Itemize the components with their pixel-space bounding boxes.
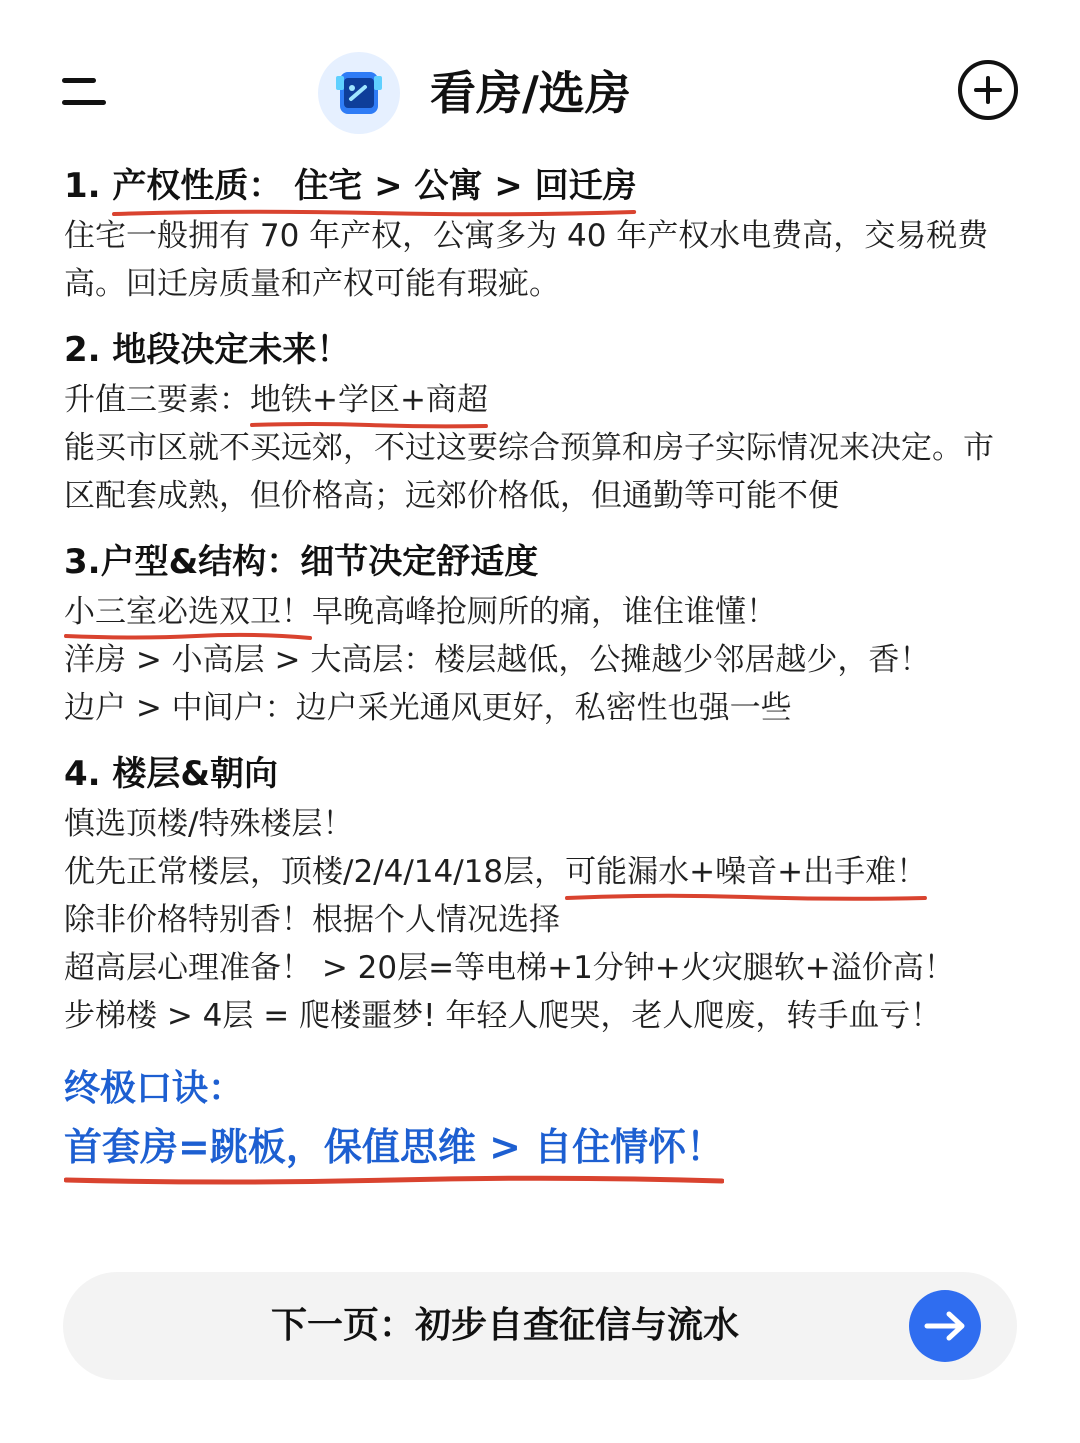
section-2-line-a-underlined: 地铁+学区+商超 <box>250 382 488 418</box>
final-motto-text-wrap <box>64 1118 724 1176</box>
menu-line-top <box>62 78 96 83</box>
header <box>0 40 1080 144</box>
section-2 <box>64 324 1024 520</box>
section-1-text: 住宅一般拥有 70 年产权，公寓多为 40 年产权水电费高，交易税费高。回迁房质量和产权可能有瑕疵。 <box>64 218 989 302</box>
section-4-line-b-underlined-wrap <box>565 848 927 896</box>
section-3-line-b: 洋房 > 小高层 > 大高层：楼层越低，公摊越少邻居越少，香！ <box>64 642 931 678</box>
section-2-line-a-prefix: 升值三要素： <box>64 382 250 418</box>
section-2-title: 2. 地段决定未来！ <box>64 330 351 370</box>
section-4-line-e: 步梯楼 > 4层 = 爬楼噩梦! 年轻人爬哭，老人爬废，转手血亏！ <box>64 998 942 1034</box>
section-4-line-d: 超高层心理准备！ > 20层=等电梯+1分钟+火灾腿软+溢价高！ <box>64 950 955 986</box>
section-4 <box>64 748 1024 1040</box>
section-1-title-text: 产权性质： 住宅 > 公寓 > 回迁房 <box>112 166 637 206</box>
section-1-title <box>64 160 637 212</box>
section-1-title-underlined <box>112 160 636 212</box>
section-3-title: 3.户型&结构：细节决定舒适度 <box>64 542 539 582</box>
app-logo-icon <box>318 52 400 134</box>
page-title: 看房/选房 <box>430 66 631 120</box>
section-3-line-a-underlined: 小三室必选双卫！ <box>64 594 312 630</box>
menu-icon[interactable] <box>60 72 110 112</box>
final-motto <box>64 1060 1024 1176</box>
section-2-line-a-underlined-wrap <box>250 376 488 424</box>
section-2-line-a <box>64 376 1024 424</box>
section-3-line-c: 边户 > 中间户：边户采光通风更好，私密性也强一些 <box>64 690 792 726</box>
section-1-title-num: 1. <box>64 166 113 206</box>
menu-line-bottom <box>62 100 106 105</box>
final-motto-text: 首套房=跳板，保值思维 > 自住情怀！ <box>64 1125 725 1169</box>
section-1 <box>64 160 1024 308</box>
section-4-line-a: 慎选顶楼/特殊楼层！ <box>64 806 354 842</box>
section-4-line-b <box>64 848 1024 896</box>
section-4-title: 4. 楼层&朝向 <box>64 754 279 794</box>
next-page-label: 下一页：初步自查征信与流水 <box>270 1305 739 1346</box>
section-4-line-b-underlined: 可能漏水+噪音+出手难！ <box>565 854 928 890</box>
next-page-button[interactable] <box>63 1272 1017 1380</box>
section-4-line-b-prefix: 优先正常楼层，顶楼/2/4/14/18层， <box>64 854 566 890</box>
section-3-line-a <box>64 588 1024 636</box>
arrow-right-icon[interactable] <box>909 1290 981 1362</box>
final-heading: 终极口诀： <box>64 1068 245 1109</box>
section-3 <box>64 536 1024 732</box>
section-2-text: 能买市区就不买远郊，不过这要综合预算和房子实际情况来决定。市区配套成熟，但价格高；远郊价格低，但通勤等可能不便 <box>64 430 994 514</box>
section-4-line-c: 除非价格特别香！根据个人情况选择 <box>64 902 560 938</box>
plus-circle-icon[interactable] <box>958 60 1018 120</box>
section-3-line-a-underlined-wrap <box>64 588 312 636</box>
article-content <box>64 160 1024 1176</box>
section-3-line-a-rest: 早晚高峰抢厕所的痛，谁住谁懂！ <box>312 594 777 630</box>
red-underline <box>64 1174 724 1186</box>
